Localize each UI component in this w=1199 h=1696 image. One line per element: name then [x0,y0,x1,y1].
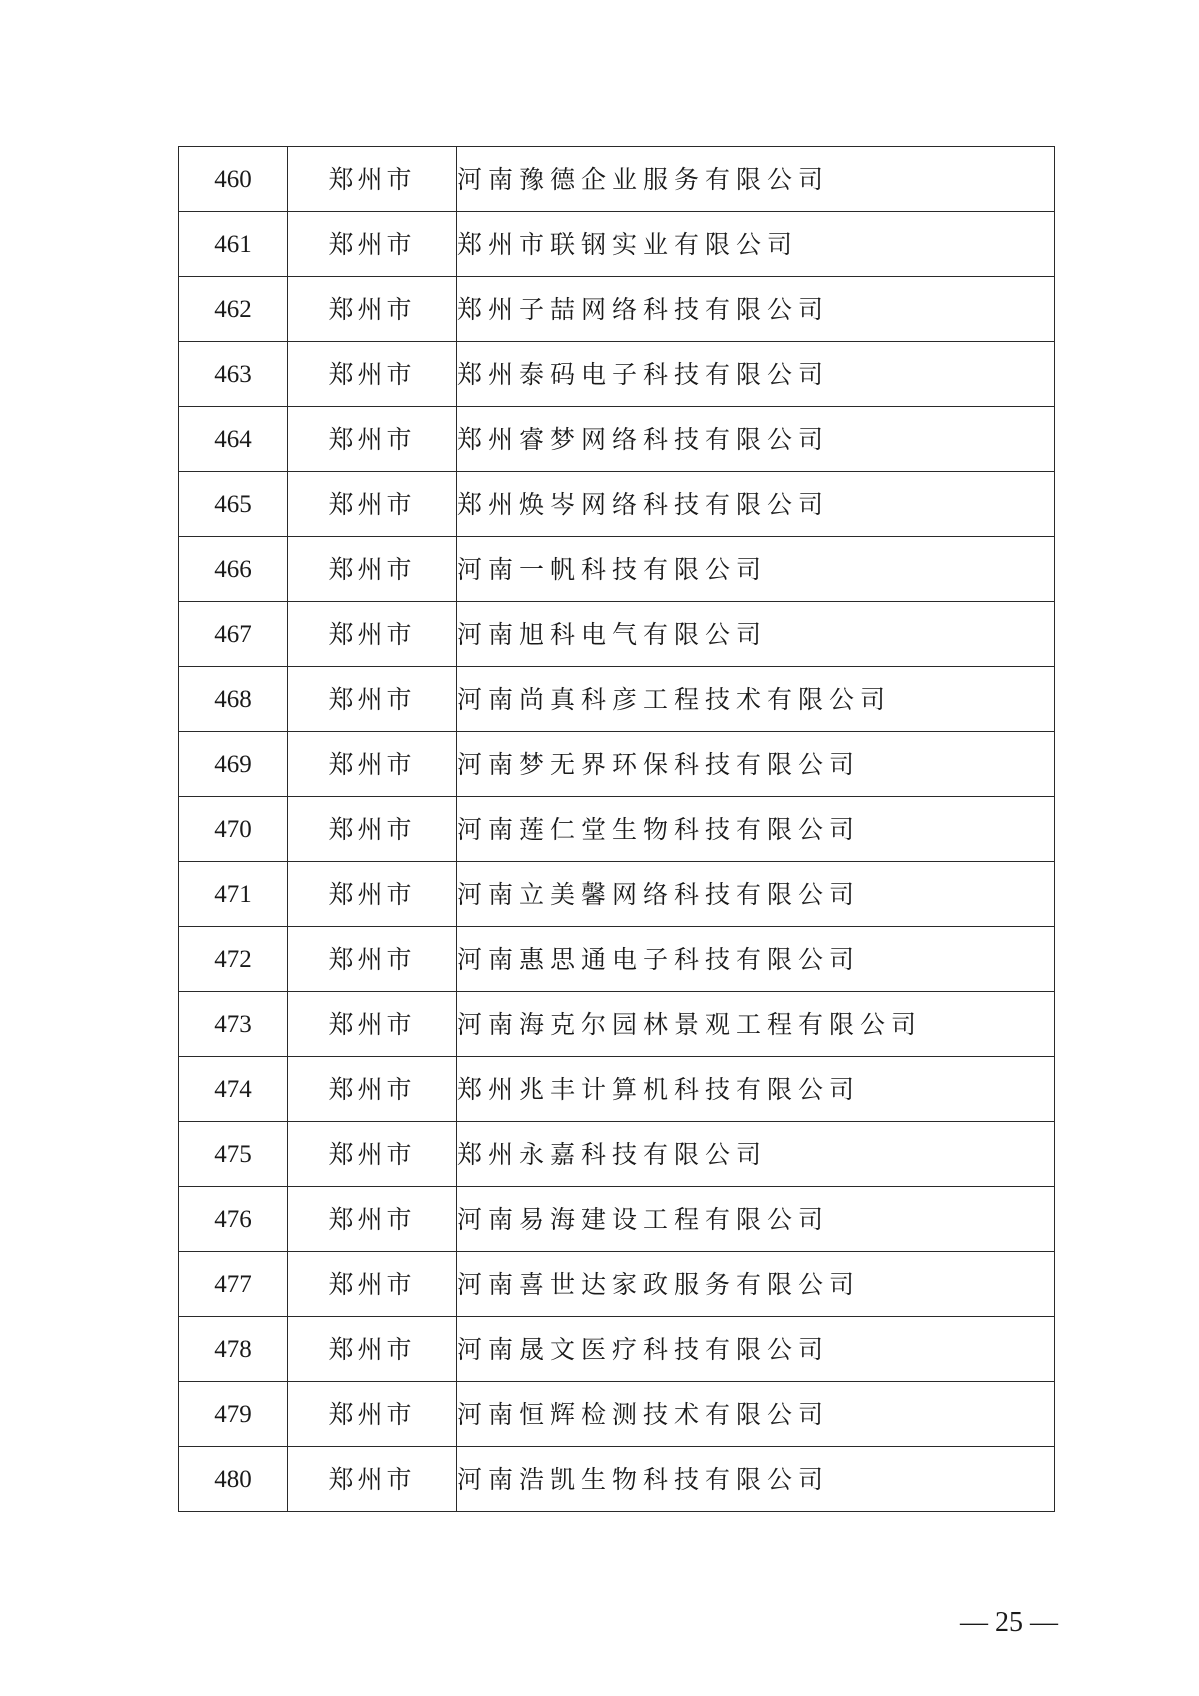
row-number-cell: 473 [179,992,288,1057]
city-cell: 郑州市 [288,1057,457,1122]
company-name-cell: 郑州焕岑网络科技有限公司 [457,472,1055,537]
company-name-cell: 河南莲仁堂生物科技有限公司 [457,797,1055,862]
table-row [179,342,1055,407]
row-number-cell: 469 [179,732,288,797]
city-cell: 郑州市 [288,212,457,277]
city-cell: 郑州市 [288,1317,457,1382]
company-name-cell: 河南易海建设工程有限公司 [457,1187,1055,1252]
company-name-cell: 河南一帆科技有限公司 [457,537,1055,602]
table-row [179,602,1055,667]
row-number-cell: 477 [179,1252,288,1317]
row-number-cell: 466 [179,537,288,602]
table-row [179,1382,1055,1447]
city-cell: 郑州市 [288,927,457,992]
city-cell: 郑州市 [288,862,457,927]
company-name-cell: 河南浩凯生物科技有限公司 [457,1447,1055,1512]
company-name-cell: 河南尚真科彦工程技术有限公司 [457,667,1055,732]
company-name-cell: 河南惠思通电子科技有限公司 [457,927,1055,992]
city-cell: 郑州市 [288,992,457,1057]
city-cell: 郑州市 [288,472,457,537]
city-cell: 郑州市 [288,667,457,732]
table-row [179,1057,1055,1122]
table-row [179,472,1055,537]
city-cell: 郑州市 [288,1122,457,1187]
company-name-cell: 河南喜世达家政服务有限公司 [457,1252,1055,1317]
row-number-cell: 468 [179,667,288,732]
table-row [179,407,1055,472]
company-name-cell: 郑州子喆网络科技有限公司 [457,277,1055,342]
city-cell: 郑州市 [288,797,457,862]
company-name-cell: 河南豫德企业服务有限公司 [457,147,1055,212]
table-row [179,862,1055,927]
row-number-cell: 472 [179,927,288,992]
company-name-cell: 郑州永嘉科技有限公司 [457,1122,1055,1187]
table-row [179,1447,1055,1512]
company-name-cell: 河南旭科电气有限公司 [457,602,1055,667]
company-table-body [179,147,1055,1512]
table-row [179,667,1055,732]
row-number-cell: 478 [179,1317,288,1382]
city-cell: 郑州市 [288,277,457,342]
row-number-cell: 479 [179,1382,288,1447]
row-number-cell: 462 [179,277,288,342]
row-number-cell: 465 [179,472,288,537]
city-cell: 郑州市 [288,147,457,212]
city-cell: 郑州市 [288,1382,457,1447]
city-cell: 郑州市 [288,342,457,407]
table-row [179,1317,1055,1382]
company-name-cell: 河南立美馨网络科技有限公司 [457,862,1055,927]
table-row [179,1122,1055,1187]
company-table [178,146,1055,1512]
city-cell: 郑州市 [288,1252,457,1317]
city-cell: 郑州市 [288,1447,457,1512]
city-cell: 郑州市 [288,407,457,472]
row-number-cell: 471 [179,862,288,927]
row-number-cell: 467 [179,602,288,667]
city-cell: 郑州市 [288,602,457,667]
table-row [179,1252,1055,1317]
table-row [179,797,1055,862]
row-number-cell: 476 [179,1187,288,1252]
company-name-cell: 郑州兆丰计算机科技有限公司 [457,1057,1055,1122]
table-row [179,537,1055,602]
row-number-cell: 480 [179,1447,288,1512]
row-number-cell: 474 [179,1057,288,1122]
company-name-cell: 河南海克尔园林景观工程有限公司 [457,992,1055,1057]
row-number-cell: 475 [179,1122,288,1187]
row-number-cell: 470 [179,797,288,862]
city-cell: 郑州市 [288,537,457,602]
row-number-cell: 460 [179,147,288,212]
company-name-cell: 河南恒辉检测技术有限公司 [457,1382,1055,1447]
table-row [179,732,1055,797]
city-cell: 郑州市 [288,1187,457,1252]
table-row [179,1187,1055,1252]
table-row [179,147,1055,212]
company-name-cell: 郑州睿梦网络科技有限公司 [457,407,1055,472]
table-row [179,212,1055,277]
company-name-cell: 河南梦无界环保科技有限公司 [457,732,1055,797]
company-name-cell: 河南晟文医疗科技有限公司 [457,1317,1055,1382]
table-row [179,277,1055,342]
page-number: — 25 — [960,1607,1058,1638]
row-number-cell: 463 [179,342,288,407]
row-number-cell: 461 [179,212,288,277]
table-row [179,992,1055,1057]
row-number-cell: 464 [179,407,288,472]
city-cell: 郑州市 [288,732,457,797]
company-name-cell: 郑州泰码电子科技有限公司 [457,342,1055,407]
table-row [179,927,1055,992]
company-name-cell: 郑州市联钢实业有限公司 [457,212,1055,277]
